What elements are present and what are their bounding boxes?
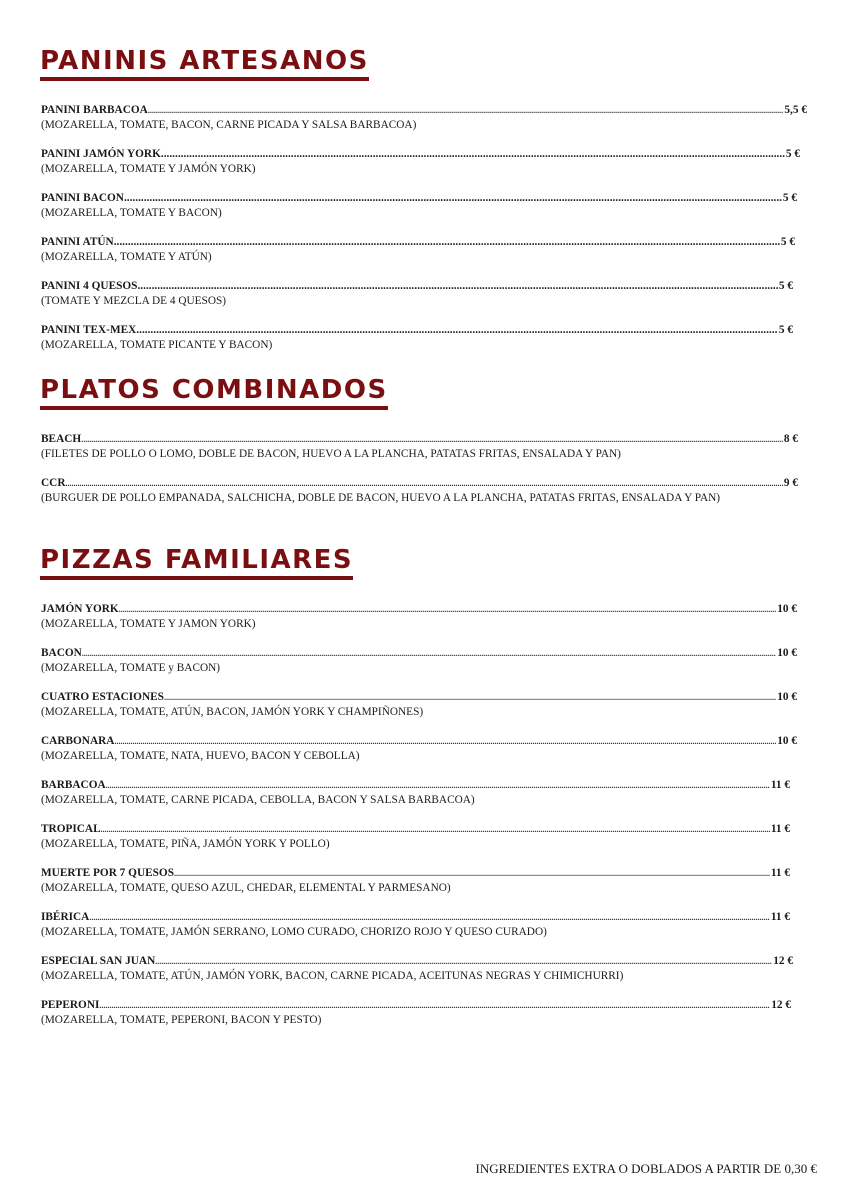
item-description: (MOZARELLA, TOMATE, CARNE PICADA, CEBOLLA, BACON Y SALSA BARBACOA): [41, 794, 475, 806]
item-name: PANINI ATÚN: [41, 236, 114, 248]
section-title-platos: PLATOS COMBINADOS: [40, 375, 388, 410]
menu-item: [41, 998, 791, 1028]
item-price: 11 €: [770, 867, 790, 879]
menu-item: [41, 822, 790, 852]
item-description: (MOZARELLA, TOMATE Y BACON): [41, 207, 222, 219]
item-name: PANINI 4 QUESOS: [41, 280, 138, 292]
item-description: (BURGUER DE POLLO EMPANADA, SALCHICHA, DOBLE DE BACON, HUEVO A LA PLANCHA, PATATAS FRITAS, ENSALADA Y PAN): [41, 492, 721, 504]
item-name: JAMÓN YORK: [41, 603, 119, 615]
menu-item: [41, 646, 797, 676]
menu-item: [41, 910, 790, 940]
menu-item: [41, 954, 793, 984]
item-price: 10 €: [777, 603, 797, 615]
item-name: PANINI JAMÓN YORK: [41, 148, 161, 160]
item-price: 5 €: [785, 148, 800, 160]
menu-item: [41, 191, 797, 221]
item-price: 5 €: [782, 192, 797, 204]
item-price: 10 €: [777, 647, 797, 659]
item-price: 10 €: [777, 735, 797, 747]
dot-leader: [81, 432, 783, 447]
item-description: (MOZARELLA, TOMATE, QUESO AZUL, CHEDAR, ELEMENTAL Y PARMESANO): [41, 882, 451, 894]
dot-leader: [136, 323, 778, 338]
dot-leader: [137, 279, 777, 294]
item-price: 5 €: [778, 324, 793, 336]
menu-item: [41, 279, 793, 309]
item-name: BACON: [41, 647, 82, 659]
dot-leader: [106, 778, 770, 793]
dot-leader: [82, 646, 776, 661]
item-description: (MOZARELLA, TOMATE Y JAMÓN YORK): [41, 163, 256, 175]
item-name: PANINI BARBACOA: [41, 104, 148, 116]
item-price: 11 €: [770, 823, 790, 835]
item-price: 5 €: [780, 236, 795, 248]
dot-leader: [148, 103, 784, 118]
dot-leader: [119, 602, 777, 617]
menu-item: [41, 690, 797, 720]
item-description: (MOZARELLA, TOMATE, ATÚN, BACON, JAMÓN YORK Y CHAMPIÑONES): [41, 706, 424, 718]
dot-leader: [114, 235, 780, 250]
item-description: (FILETES DE POLLO O LOMO, DOBLE DE BACON, HUEVO A LA PLANCHA, PATATAS FRITAS, ENSALADA Y PAN): [41, 448, 621, 460]
dot-leader: [155, 954, 772, 969]
item-description: (MOZARELLA, TOMATE, PIÑA, JAMÓN YORK Y POLLO): [41, 838, 330, 850]
item-price: 10 €: [777, 691, 797, 703]
item-name: PANINI TEX-MEX: [41, 324, 137, 336]
menu-item: [41, 866, 790, 896]
item-name: BARBACOA: [41, 779, 106, 791]
item-name: BEACH: [41, 433, 82, 445]
item-name: PEPERONI: [41, 999, 100, 1011]
item-price: 5 €: [778, 280, 793, 292]
item-description: (MOZARELLA, TOMATE Y ATÚN): [41, 251, 212, 263]
dot-leader: [164, 690, 776, 705]
item-description: (MOZARELLA, TOMATE PICANTE Y BACON): [41, 339, 273, 351]
dot-leader: [114, 734, 776, 749]
item-description: (MOZARELLA, TOMATE, NATA, HUEVO, BACON Y CEBOLLA): [41, 750, 360, 762]
item-description: (MOZARELLA, TOMATE, ATÚN, JAMÓN YORK, BACON, CARNE PICADA, ACEITUNAS NEGRAS Y CHIMICHURRI): [41, 970, 624, 982]
item-name: MUERTE POR 7 QUESOS: [41, 867, 174, 879]
item-name: ESPECIAL SAN JUAN: [41, 955, 156, 967]
item-name: CCR: [41, 477, 66, 489]
dot-leader: [99, 998, 770, 1013]
item-price: 11 €: [770, 779, 790, 791]
item-price: 12 €: [773, 955, 793, 967]
item-description: (TOMATE Y MEZCLA DE 4 QUESOS): [41, 295, 227, 307]
item-name: IBÉRICA: [41, 911, 90, 923]
item-name: CUATRO ESTACIONES: [41, 691, 164, 703]
item-price: 9 €: [783, 477, 798, 489]
item-name: CARBONARA: [41, 735, 115, 747]
menu-item: [41, 778, 790, 808]
item-price: 5,5 €: [784, 104, 807, 116]
menu-item: [41, 602, 797, 632]
item-description: (MOZARELLA, TOMATE, JAMÓN SERRANO, LOMO CURADO, CHORIZO ROJO Y QUESO CURADO): [41, 926, 547, 938]
dot-leader: [101, 822, 770, 837]
menu-item: [41, 323, 793, 353]
item-price: 11 €: [770, 911, 790, 923]
dot-leader: [161, 147, 785, 162]
section-title-paninis: PANINIS ARTESANOS: [40, 46, 369, 81]
menu-item: [41, 432, 798, 462]
menu-item: [41, 235, 795, 265]
menu-item: [41, 147, 800, 177]
item-description: (MOZARELLA, TOMATE, PEPERONI, BACON Y PESTO): [41, 1014, 322, 1026]
dot-leader: [124, 191, 782, 206]
dot-leader: [89, 910, 770, 925]
section-title-pizzas: PIZZAS FAMILIARES: [40, 545, 353, 580]
menu-item: [41, 734, 797, 764]
item-name: PANINI BACON: [41, 192, 124, 204]
dot-leader: [65, 476, 782, 491]
menu-item: [41, 103, 807, 133]
item-description: (MOZARELLA, TOMATE y BACON): [41, 662, 221, 674]
item-description: (MOZARELLA, TOMATE, BACON, CARNE PICADA Y SALSA BARBACOA): [41, 119, 417, 131]
extra-ingredients-note: INGREDIENTES EXTRA O DOBLADOS A PARTIR DE 0,30 €: [475, 1161, 817, 1176]
item-name: TROPICAL: [41, 823, 101, 835]
dot-leader: [174, 866, 770, 881]
menu-item: [41, 476, 798, 506]
item-description: (MOZARELLA, TOMATE Y JAMON YORK): [41, 618, 256, 630]
item-price: 12 €: [771, 999, 791, 1011]
item-price: 8 €: [783, 433, 798, 445]
